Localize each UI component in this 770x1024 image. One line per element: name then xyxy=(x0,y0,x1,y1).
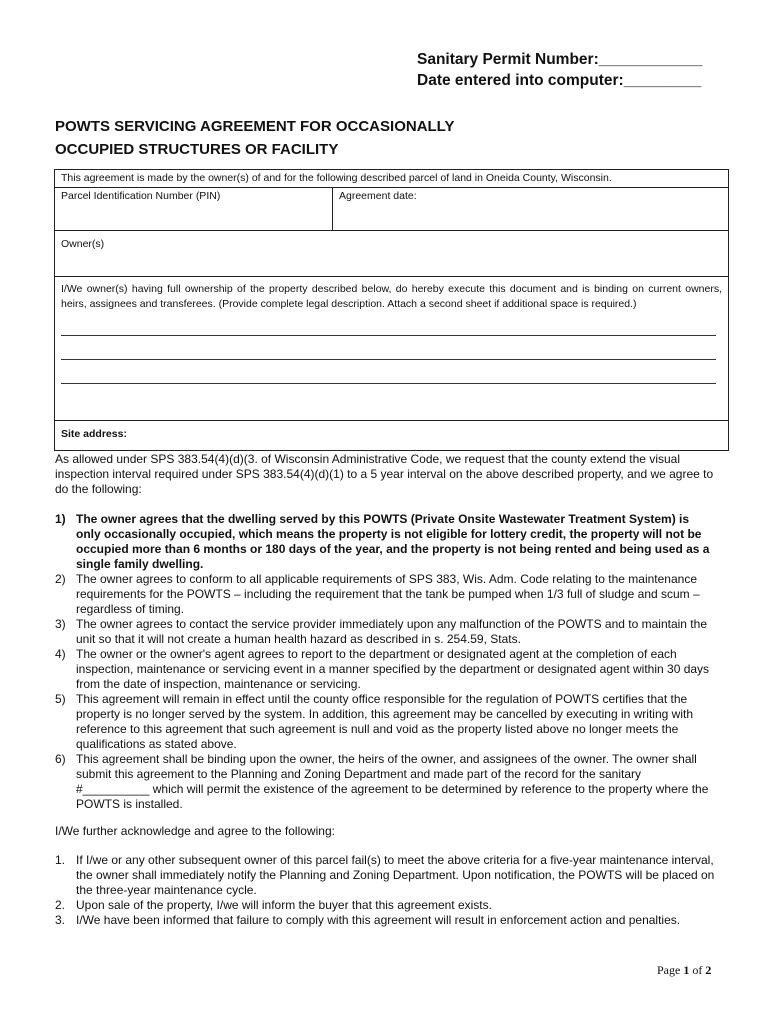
page-number: Page 1 of 2 xyxy=(657,963,712,977)
agreement-item: 4) The owner or the owner's agent agrees to report to the department or designated agent at the completion of each inspection, maintenance or servicing event in a manner specified by the department or designated agent within 30 days from the date of inspection, maintenance or servicing. xyxy=(55,647,710,691)
acknowledge-text: I/We further acknowledge and agree to the following: xyxy=(55,824,335,838)
further-item: 2. Upon sale of the property, I/we will inform the buyer that this agreement exists. xyxy=(55,898,492,912)
intro-paragraph: As allowed under SPS 383.54(4)(d)(3. of Wisconsin Administrative Code, we request that the county extend the visual inspection interval required under SPS 383.54(4)(d)(1) to a 5 year interval on the above described property, and we agree to do the following: xyxy=(55,452,714,496)
parcel-form xyxy=(54,169,729,451)
site-address-label: Site address: xyxy=(61,428,127,440)
agreement-item: 3) The owner agrees to contact the service provider immediately upon any malfunction of the POWTS and to maintain the unit so that it will not create a human health hazard as described in s. 254.59, Stats. xyxy=(55,617,707,646)
owners-label: Owner(s) xyxy=(61,238,105,250)
agreement-item: 1) The owner agrees that the dwelling served by this POWTS (Private Onsite Wastewater Treatment System) is only occasionally occupied, which means the property is not eligible for lottery credit, the property will not be occupied more than 6 months or 180 days of the year, and the property is not being rented and being used as a single family dwelling. xyxy=(55,512,710,571)
legal-description-field[interactable] xyxy=(55,277,728,421)
agreement-date-field[interactable] xyxy=(333,188,423,230)
legal-line-3[interactable] xyxy=(61,360,716,384)
date-entered-label: Date entered into computer:_________ xyxy=(417,72,702,89)
legal-text: I/We owner(s) having full ownership of the property described below, do hereby execute this document and is binding on current owners, heirs, assignees and transferees. (Provide complete legal description. Attach a second sheet if additional space is required.) xyxy=(61,283,722,310)
legal-line-2[interactable] xyxy=(61,336,716,360)
title-line-1: POWTS SERVICING AGREEMENT FOR OCCASIONALLY xyxy=(55,118,455,135)
pin-field[interactable] xyxy=(55,188,333,230)
agreement-date-label: Agreement date: xyxy=(339,190,417,202)
site-address-field[interactable] xyxy=(55,421,728,450)
pin-label: Parcel Identification Number (PIN) xyxy=(61,190,221,202)
legal-line-1[interactable] xyxy=(61,312,716,336)
further-item: 3. I/We have been informed that failure to comply with this agreement will result in enforcement action and penalties. xyxy=(55,913,681,927)
agreement-item: 5) This agreement will remain in effect until the county office responsible for the regulation of POWTS certifies that the property is no longer served by the system. In addition, this agreement may be cancelled by executing in writing with reference to this agreement that such agreement is null and void as the property listed above no longer meets the qualifications as stated above. xyxy=(55,692,693,751)
agreement-item: 2) The owner agrees to conform to all applicable requirements of SPS 383, Wis. Adm. Code relating to the maintenance requirements for the POWTS – including the requirement that the tank be pumped when 1/3 full of sludge and scum – regardless of timing. xyxy=(55,572,700,616)
owners-field[interactable] xyxy=(55,231,728,277)
further-item: 1. If I/we or any other subsequent owner of this parcel fail(s) to meet the above criteria for a five-year maintenance interval, the owner shall immediately notify the Planning and Zoning Department. Upon notification, the POWTS will be placed on the three-year maintenance cycle. xyxy=(55,853,715,897)
further-list xyxy=(55,853,715,928)
form-intro: This agreement is made by the owner(s) of and for the following described parcel of land in Oneida County, Wisconsin. xyxy=(55,170,728,188)
permit-number-label: Sanitary Permit Number:____________ xyxy=(417,51,703,68)
agreement-item: 6) This agreement shall be binding upon the owner, the heirs of the owner, and assignees of the owner. The owner shall submit this agreement to the Planning and Zoning Department and made part of the record for the sanitary #__________ which will permit the existence of the agreement to be determined by reference to the property where the POWTS is installed. xyxy=(55,752,709,811)
header xyxy=(417,49,702,91)
agreements-list xyxy=(55,512,715,812)
title-line-2: OCCUPIED STRUCTURES OR FACILITY xyxy=(55,141,339,158)
pin-date-row xyxy=(55,188,728,231)
document-title xyxy=(55,115,454,161)
